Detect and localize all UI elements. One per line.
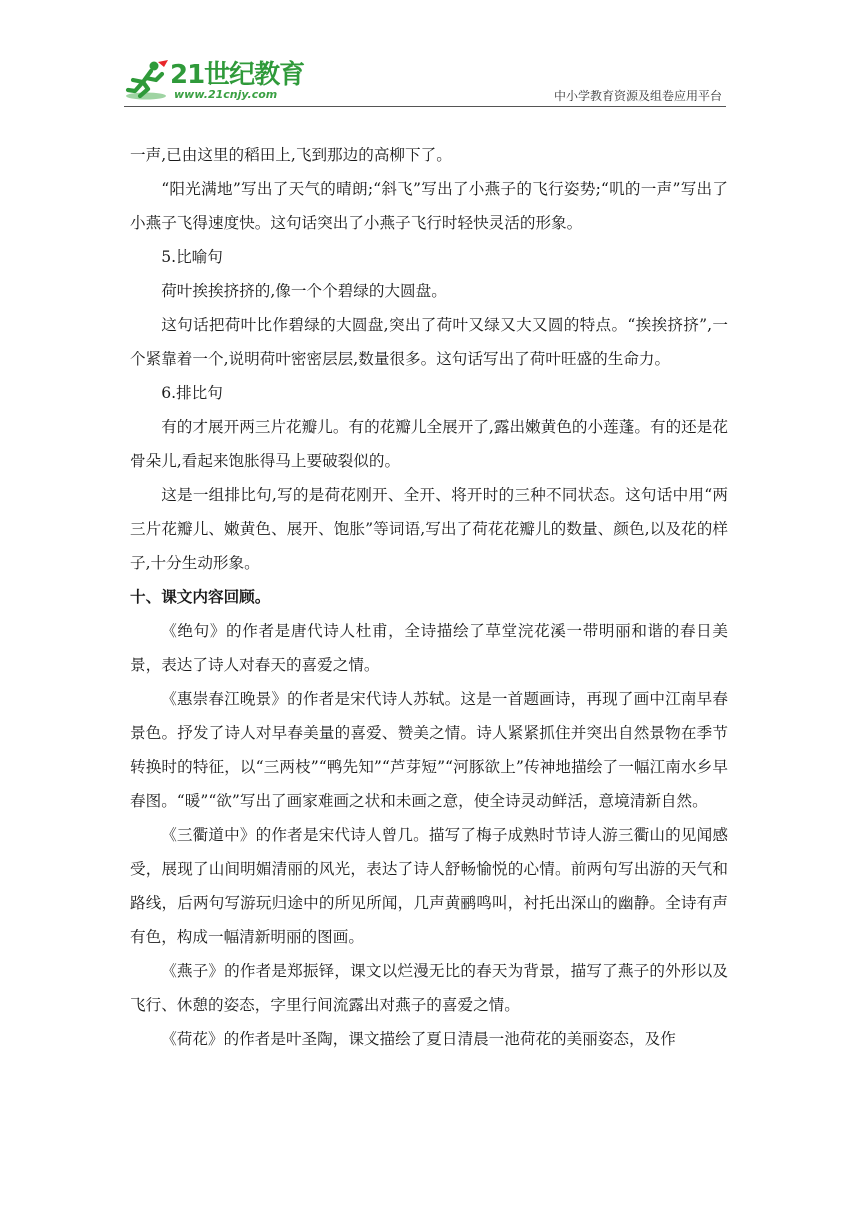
paragraph: 《惠崇春江晚景》的作者是宋代诗人苏轼。这是一首题画诗，再现了画中江南早春景色。抒发了诗人对早春美量的喜爱、赞美之情。诗人紧紧抓住并突出自然景物在季节转换时的特征，以“三两枝”“鸭先知”“芦芽短”“河豚欲上”传神地描绘了一幅江南水乡早春图。“暖”“欲”写出了画家难画之状和未画之意，使全诗灵动鲜活，意境清新自然。 bbox=[130, 690, 728, 810]
section-heading: 十、课文内容回顾。 bbox=[130, 587, 271, 606]
paragraph: 《绝句》的作者是唐代诗人杜甫，全诗描绘了草堂浣花溪一带明丽和谐的春日美景，表达了诗人对春天的喜爱之情。 bbox=[130, 622, 728, 674]
running-figure-icon bbox=[124, 58, 172, 104]
paragraph: 有的才展开两三片花瓣儿。有的花瓣儿全展开了,露出嫩黄色的小莲蓬。有的还是花骨朵儿,看起来饱胀得马上要破裂似的。 bbox=[130, 418, 728, 470]
paragraph: 一声,已由这里的稻田上,飞到那边的高柳下了。 bbox=[130, 146, 452, 164]
paragraph: 《燕子》的作者是郑振铎，课文以烂漫无比的春天为背景，描写了燕子的外形以及飞行、休憩的姿态，字里行间流露出对燕子的喜爱之情。 bbox=[130, 962, 728, 1014]
logo-text: 21世纪教育 bbox=[170, 60, 305, 90]
logo bbox=[124, 58, 305, 104]
paragraph: “阳光满地”写出了天气的晴朗;“斜飞”写出了小燕子的飞行姿势;“叽的一声”写出了小燕子飞得速度快。这句话突出了小燕子飞行时轻快灵活的形象。 bbox=[130, 180, 728, 232]
paragraph: 荷叶挨挨挤挤的,像一个个碧绿的大圆盘。 bbox=[161, 282, 447, 300]
logo-url: www.21cnjy.com bbox=[174, 88, 278, 101]
subheading-metaphor: 5.比喻句 bbox=[161, 248, 223, 266]
paragraph: 这句话把荷叶比作碧绿的大圆盘,突出了荷叶又绿又大又圆的特点。“挨挨挤挤”,一个紧靠着一个,说明荷叶密密层层,数量很多。这句话写出了荷叶旺盛的生命力。 bbox=[130, 316, 728, 368]
paragraph: 《三衢道中》的作者是宋代诗人曾几。描写了梅子成熟时节诗人游三衢山的见闻感受，展现了山间明媚清丽的风光，表达了诗人舒畅愉悦的心情。前两句写出游的天气和路线，后两句写游玩归途中的所见所闻，几声黄鹂鸣叫，衬托出深山的幽静。全诗有声有色，构成一幅清新明丽的图画。 bbox=[130, 826, 728, 946]
paragraph: 这是一组排比句,写的是荷花刚开、全开、将开时的三种不同状态。这句话中用“两三片花瓣儿、嫩黄色、展开、饱胀”等词语,写出了荷花花瓣儿的数量、颜色,以及花的样子,十分生动形象。 bbox=[130, 486, 728, 572]
header-rule bbox=[124, 106, 726, 107]
document-body bbox=[130, 138, 728, 1056]
paragraph: 《荷花》的作者是叶圣陶，课文描绘了夏日清晨一池荷花的美丽姿态，及作 bbox=[161, 1030, 676, 1048]
subheading-parallelism: 6.排比句 bbox=[161, 384, 223, 402]
platform-name: 中小学教育资源及组卷应用平台 bbox=[553, 89, 722, 103]
page-header bbox=[124, 58, 726, 108]
